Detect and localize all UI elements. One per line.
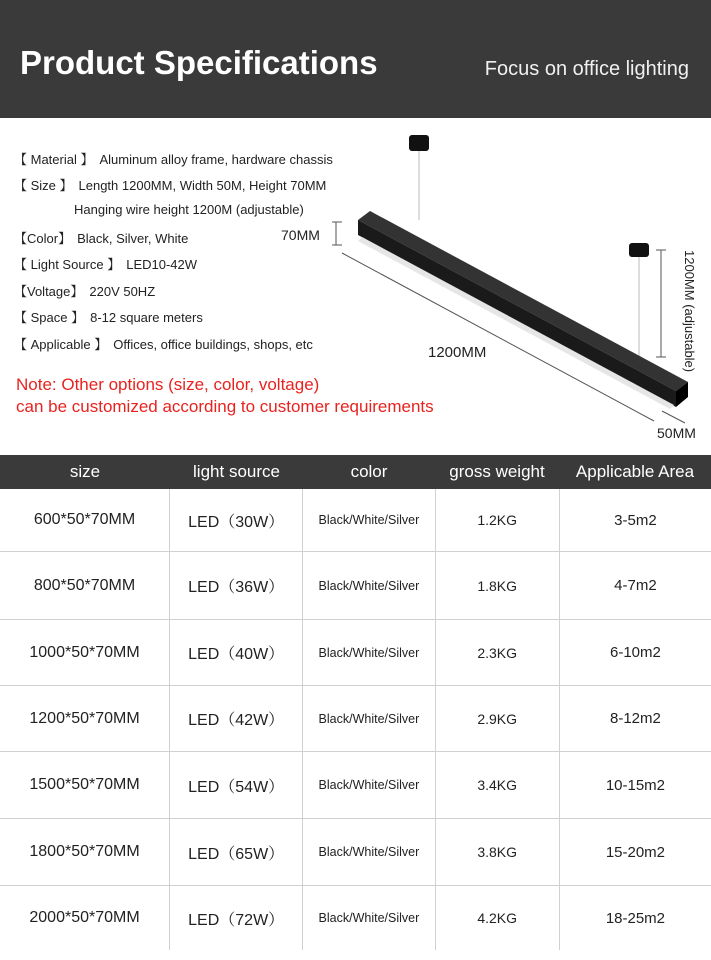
cell-area: 4-7m2 (614, 577, 657, 594)
table-row (0, 489, 711, 552)
table-row (0, 552, 711, 620)
ceiling-mount-right (629, 243, 649, 257)
cell-area: 3-5m2 (614, 511, 657, 529)
cell-color: Black/White/Silver (303, 686, 435, 751)
cell-size: 1500*50*70MM (0, 752, 170, 818)
cell-weight: 2.3KG (436, 620, 560, 685)
col-header-color: color (350, 462, 388, 481)
spec-applicable (14, 334, 313, 353)
spec-value: LED10-42W (126, 257, 198, 272)
page-title: Product Specifications (20, 44, 378, 81)
cell-area: 10-15m2 (605, 776, 666, 794)
lamp-illustration (270, 125, 711, 445)
cell-weight: 1.2KG (436, 489, 560, 551)
spec-table (0, 455, 711, 950)
cell-area: 8-12m2 (609, 710, 661, 727)
col-header-size: size (69, 462, 101, 481)
cell-area: 15-20m2 (605, 843, 666, 861)
cell-size: 1000*50*70MM (0, 620, 170, 685)
spec-key: 【 Space 】 (14, 310, 85, 325)
spec-key: 【 Applicable 】 (14, 337, 108, 352)
spec-value: Offices, office buildings, shops, etc (113, 337, 313, 352)
width-dimension-line (662, 411, 685, 423)
cell-size: 600*50*70MM (0, 489, 170, 551)
spec-key: 【 Light Source 】 (14, 257, 121, 272)
cell-light-source: LED（30W） (170, 489, 303, 551)
spec-value: Black, Silver, White (77, 231, 189, 246)
spec-value: Aluminum alloy frame, hardware chassis (99, 152, 333, 167)
col-header-gross-weight: gross weight (449, 462, 545, 481)
spec-value: 220V 50HZ (89, 284, 156, 299)
height-dimension-label: 70MM (281, 227, 320, 243)
spec-voltage (14, 281, 155, 300)
cell-color: Black/White/Silver (303, 620, 435, 685)
spec-value: Hanging wire height 1200M (adjustable) (74, 202, 304, 217)
cell-size: 800*50*70MM (0, 552, 170, 619)
spec-space (14, 307, 203, 326)
tagline: Focus on office lighting (484, 58, 689, 80)
cell-light-source: LED（40W） (170, 620, 303, 685)
col-header-applicable-area: Applicable Area (575, 462, 695, 481)
spec-color (14, 228, 188, 247)
table-row (0, 686, 711, 752)
table-row (0, 620, 711, 686)
note-line-1: Note: Other options (size, color, voltage) (16, 375, 320, 394)
table-header (0, 455, 711, 489)
cell-size: 2000*50*70MM (0, 886, 170, 950)
cell-color: Black/White/Silver (303, 552, 435, 619)
cell-size: 1800*50*70MM (0, 819, 170, 885)
spec-light-source (14, 254, 197, 273)
cell-area: 6-10m2 (609, 644, 661, 661)
spec-key: 【Color】 (14, 231, 72, 246)
cell-light-source: LED（65W） (170, 819, 303, 885)
cell-light-source: LED（54W） (170, 752, 303, 818)
col-header-light-source: light source (193, 462, 280, 481)
lamp-side-face (358, 220, 676, 407)
cell-area: 18-25m2 (605, 909, 666, 927)
cell-light-source: LED（42W） (170, 686, 303, 751)
cell-color: Black/White/Silver (303, 886, 435, 950)
cell-weight: 2.9KG (436, 686, 560, 751)
table-row (0, 886, 711, 950)
cell-light-source: LED（36W） (170, 552, 303, 619)
cell-size: 1200*50*70MM (0, 686, 170, 751)
cell-color: Black/White/Silver (303, 489, 435, 551)
cell-weight: 1.8KG (436, 552, 560, 619)
spec-key: 【 Material 】 (14, 152, 94, 167)
spec-key: 【 Size 】 (14, 178, 73, 193)
cell-weight: 4.2KG (436, 886, 560, 950)
length-dimension-label: 1200MM (428, 344, 487, 361)
cell-color: Black/White/Silver (303, 752, 435, 818)
table-row (0, 819, 711, 886)
cell-weight: 3.4KG (436, 752, 560, 818)
ceiling-mount-left (409, 135, 429, 151)
note-line-2: can be customized according to customer requirements (16, 397, 434, 416)
width-dimension-label: 50MM (657, 425, 696, 441)
cell-light-source: LED（72W） (170, 886, 303, 950)
lamp-diffuser (358, 237, 674, 409)
spec-value: Length 1200MM, Width 50M, Height 70MM (78, 178, 327, 193)
header-banner (0, 0, 711, 118)
table-row (0, 752, 711, 819)
cell-color: Black/White/Silver (303, 819, 435, 885)
spec-value: 8-12 square meters (90, 310, 203, 325)
cell-weight: 3.8KG (436, 819, 560, 885)
wire-dimension-label: 1200MM (adjustable) (682, 250, 697, 373)
spec-key: 【Voltage】 (14, 284, 84, 299)
length-dimension-line (342, 253, 654, 421)
